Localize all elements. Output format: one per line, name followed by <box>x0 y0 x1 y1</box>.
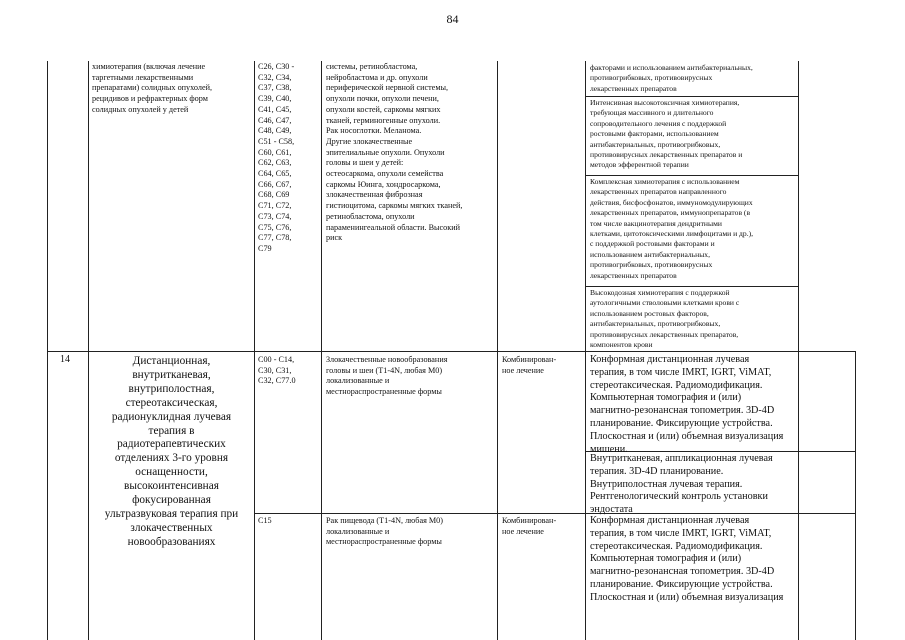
icd-codes: C26, C30 - C32, C34, C37, C38, C39, C40, C41, C45, C46, C47, C48, C49, C51 - C58, C60, C61, C62, C63, C64, C65, C66, C67, C68, C69 C71, C72, C73, C74, C75, C76, C77, C78, C79 <box>258 62 295 253</box>
table-border-right <box>855 351 856 640</box>
treatment-method: Конформная дистанционная лучевая терапия, в том числе IMRT, IGRT, ViMAT, стереотаксическая. Радиомодификация. Компьютерная томография и (или) магнитно-резонансная топометрия. 3D-4D планирование. Фиксирующие устройства. Плоскостная и (или) объемная визуализация <box>590 515 784 603</box>
disease-model: Злокачественные новообразования головы и шеи (T1-4N, любая M0) локализованные и местнораспространенные формы <box>326 355 448 397</box>
icd-codes: C15 <box>258 516 272 525</box>
row-divider <box>47 351 856 352</box>
treatment-method: Интенсивная высокотоксичная химиотерапия, требующая массивного и длительного сопроводительного лечения с поддержкой ростовыми факторами, использованием антибактериальных, противогрибковых, противовирусных лекарственных препаратов и методов эфферентной терапии <box>590 98 743 170</box>
method-divider <box>585 286 798 287</box>
page-number: 84 <box>446 12 459 26</box>
treatment-method: Конформная дистанционная лучевая терапия, в том числе IMRT, IGRT, ViMAT, стереотаксическая. Радиомодификация. Компьютерная томография и (или) магнитно-резонансная топометрия. 3D-4D планирование. Фиксирующие устройства. Плоскостная и (или) объемная визуализация мишени. <box>590 354 784 455</box>
treatment-method: факторами и использованием антибактериальных, противогрибковых, противовирусных лекарственных препаратов <box>590 63 753 93</box>
method-divider <box>585 175 798 176</box>
service-description-cont: химиотерапия (включая лечение таргетными лекарственными препаратами) солидных опухолей, рецидивов и рефрактерных форм солидных опухолей у детей <box>92 62 213 114</box>
disease-model: Рак пищевода (T1-4N, любая M0) локализованные и местнораспространенные формы <box>326 516 443 547</box>
service-title: Дистанционная, внутритканевая, внутриполостная, стереотаксическая, радионуклидная лучевая терапия в радиотерапевтических отделениях 3-го уровня оснащенности, высокоинтенсивная фокусированная ультразвуковая терапия при злокачественных новообразованиях <box>104 355 239 548</box>
treatment-type: Комбинирован- ное лечение <box>502 516 557 536</box>
row-number: 14 <box>60 355 70 365</box>
treatment-method: Высокодозная химиотерапия с поддержкой аутологичными стволовыми клетками крови с использованием ростовых факторов, антибактериальных, противогрибковых, противовирусных лекарственных препаратов, компонентов крови <box>590 288 740 350</box>
disease-model: системы, ретинобластома, нейробластома и др. опухоли периферической нервной системы, опухоли почки, опухоли печени, опухоли костей, саркомы мягких тканей, герминогенные опухоли. Рак носоглотки. Меланома. Другие злокачественные эпителиальные опухоли. Опухоли головы и шеи у детей: остеосаркома, опухоли семейства саркомы Юинга, хондросаркома, злокачественная фиброзная гистиоцитома, саркомы мягких тканей, ретинобластома, опухоли параменингеальной области. Высокий риск <box>326 62 463 243</box>
method-divider <box>585 96 798 97</box>
treatment-type: Комбинирован- ное лечение <box>502 355 557 375</box>
icd-codes: C00 - C14, C30, C31, C32, C77.0 <box>258 355 296 386</box>
treatment-method: Комплексная химиотерапия с использованием лекарственных препаратов направленного действия, бисфосфонатов, иммуномодулирующих лекарственных препаратов, иммунопрепаратов (в том числе вакцинотерапия дендритными клетками, цитотоксическими лимфоцитами и др.), с поддержкой ростовыми факторами и использованием антибактериальных, противогрибковых, противовирусных лекарственных препаратов <box>590 177 754 280</box>
treatment-method: Внутритканевая, аппликационная лучевая терапия. 3D-4D планирование. Внутриполостная лучевая терапия. Рентгенологический контроль установки эндостата <box>590 453 773 516</box>
